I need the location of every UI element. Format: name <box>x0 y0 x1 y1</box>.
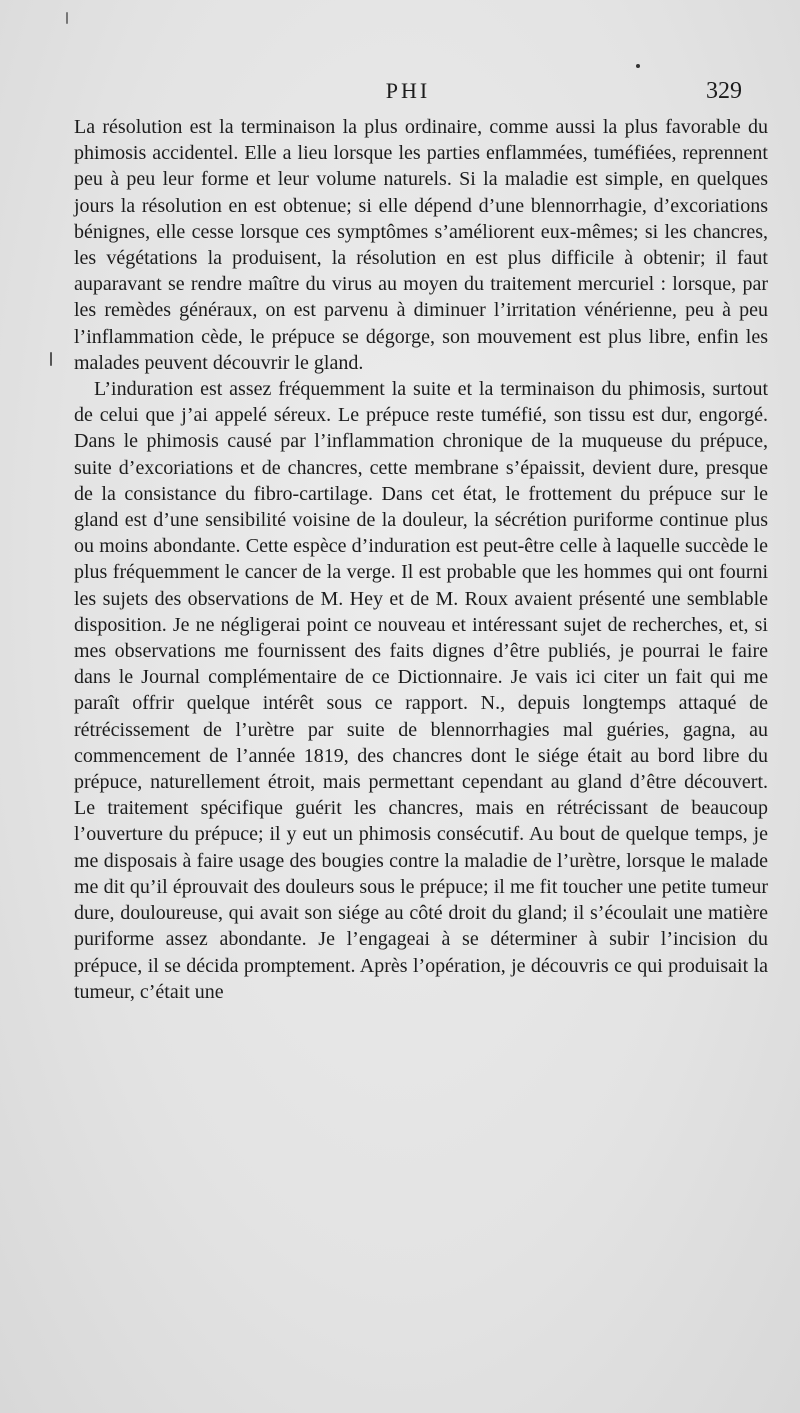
print-speck <box>66 12 68 24</box>
running-head <box>74 78 742 112</box>
page-number: 329 <box>706 78 742 104</box>
print-speck <box>50 352 52 366</box>
body-text <box>74 114 768 1005</box>
print-speck <box>636 64 640 68</box>
paragraph-induration: L’induration est assez fréquemment la suite et la terminaison du phimosis, surtout de celui que j’ai appelé séreux. Le prépuce reste tuméfié, son tissu est dur, engorgé. Dans le phimosis causé par l’inflammation chronique de la muqueuse du prépuce, suite d’excoriations et de chancres, cette membrane s’épaissit, devient dure, presque de la consistance du fibro-cartilage. Dans cet état, le frottement du prépuce sur le gland est d’une sensibilité voisine de la douleur, la sécrétion puriforme continue plus ou moins abondante. Cette espèce d’induration est peut-être celle à laquelle succède le plus fréquemment le cancer de la verge. Il est probable que les hommes qui ont fourni les sujets des observations de M. Hey et de M. Roux avaient présenté une semblable disposition. Je ne négligerai point ce nouveau et intéressant sujet de recherches, et, si mes observations me fournissent des faits dignes d’être publiés, je pourrai le faire dans le Journal complémentaire de ce Dictionnaire. Je vais ici citer un fait qui me paraît offrir quelque intérêt sous ce rapport. N., depuis longtemps attaqué de rétrécissement de l’urètre par suite de blennorrhagies mal guéries, gagna, au commencement de l’année 1819, des chancres dont le siége était au bord libre du prépuce, naturellement étroit, mais permettant cependant au gland d’être découvert. Le traitement spécifique guérit les chancres, mais en rétrécissant de beaucoup l’ouverture du prépuce; il y eut un phimosis consécutif. Au bout de quelque temps, je me disposais à faire usage des bougies contre la maladie de l’urètre, lorsque le malade me dit qu’il éprouvait des douleurs sous le prépuce; il me fit toucher une petite tumeur dure, douloureuse, qui avait son siége au côté droit du gland; il s’écoulait une matière puriforme assez abondante. Je l’engageai à se déterminer à subir l’incision du prépuce, il se décida promptement. Après l’opération, je découvris ce qui produisait la tumeur, c’était une <box>74 378 768 1003</box>
running-title: PHI <box>385 78 431 103</box>
paragraph-resolution: La résolution est la terminaison la plus ordinaire, comme aussi la plus favorable du phimosis accidentel. Elle a lieu lorsque les parties enflammées, tuméfiées, reprennent peu à peu leur forme et leur volume naturels. Si la maladie est simple, en quelques jours la résolution en est obtenue; si elle dépend d’une blennorrhagie, d’excoriations bénignes, elle cesse lorsque ces symptômes s’améliorent eux-mêmes; si les chancres, les végétations la produisent, la résolution en est plus difficile à obtenir; il faut auparavant se rendre maître du virus au moyen du traitement mercuriel : lorsque, par les remèdes généraux, on est parvenu à diminuer l’irritation vénérienne, peu à peu l’inflammation cède, le prépuce se dégorge, son mouvement est plus libre, enfin les malades peuvent découvrir le gland. <box>74 116 768 374</box>
